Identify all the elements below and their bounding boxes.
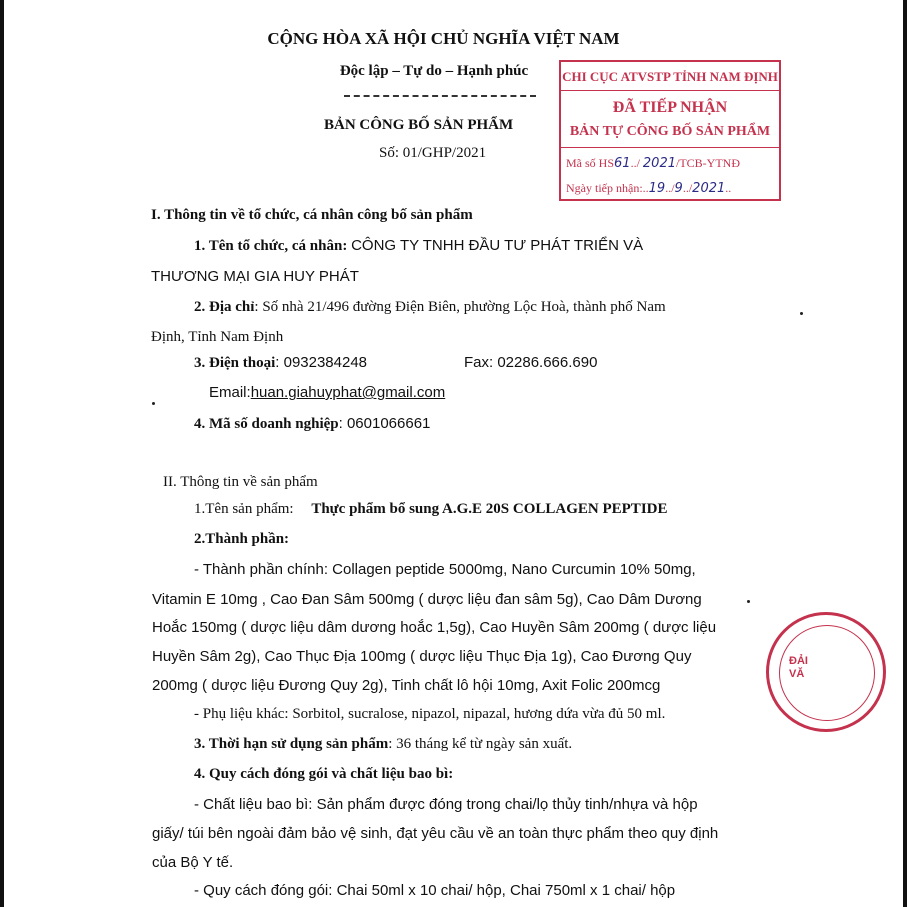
product-name-line bbox=[194, 502, 668, 517]
national-title: CỘNG HÒA XÃ HỘI CHỦ NGHĨA VIỆT NAM bbox=[267, 29, 620, 48]
tax-code-label: 4. Mã số doanh nghiệp bbox=[194, 416, 339, 432]
reception-stamp bbox=[559, 60, 781, 201]
phone-line bbox=[194, 355, 367, 371]
shelf-life-value: : 36 tháng kể từ ngày sản xuất. bbox=[388, 736, 573, 752]
stamp-code-suffix: /TCB-YTNĐ bbox=[676, 156, 740, 170]
header-divider bbox=[344, 95, 536, 97]
stamp-date-month: 9 bbox=[674, 181, 683, 196]
stamp-rule-top bbox=[561, 90, 779, 91]
stamp-code-number: 61 bbox=[614, 156, 631, 171]
org-name-value: CÔNG TY TNHH ĐẦU TƯ PHÁT TRIỂN VÀ bbox=[351, 237, 644, 254]
ingredients-main-line2: Vitamin E 10mg , Cao Đan Sâm 500mg ( dược liệu đan sâm 5g), Cao Dâm Dương bbox=[152, 591, 702, 608]
ingredients-main-line5: 200mg ( dược liệu Đương Quy 2g), Tinh chất lô hội 10mg, Axit Folic 200mcg bbox=[152, 677, 661, 694]
fax-value: Fax: 02286.666.690 bbox=[464, 354, 598, 371]
stamp-code: Mã số HS61../ 2021/TCB-YTNĐ bbox=[566, 156, 740, 171]
document-title: BẢN CÔNG BỐ SẢN PHẨM bbox=[324, 117, 514, 133]
packing-spec: - Quy cách đóng gói: Chai 50ml x 10 chai/ hộp, Chai 750ml x 1 chai/ hộp bbox=[194, 882, 676, 899]
stamp-date-label: Ngày tiếp nhận: bbox=[566, 181, 643, 195]
ingredients-main-line4: Huyền Sâm 2g), Cao Thục Địa 100mg ( dược liệu Thục Địa 1g), Cao Đương Quy bbox=[152, 648, 692, 665]
seal-text-line1: ĐẢI bbox=[789, 655, 808, 667]
speck bbox=[152, 402, 155, 405]
address-line2: Định, Tỉnh Nam Định bbox=[151, 329, 284, 345]
stamp-date-day: 19 bbox=[648, 181, 666, 196]
org-name-label: 1. Tên tổ chức, cá nhân: bbox=[194, 238, 348, 254]
motto: Độc lập – Tự do – Hạnh phúc bbox=[339, 63, 529, 79]
stamp-rule-bottom bbox=[561, 147, 779, 148]
stamp-code-year: 2021 bbox=[642, 156, 676, 171]
section2-heading: II. Thông tin về sản phẩm bbox=[163, 474, 318, 490]
stamp-subject: BẢN TỰ CÔNG BỐ SẢN PHẨM bbox=[569, 124, 771, 139]
company-seal bbox=[766, 612, 886, 732]
shelf-life-line bbox=[194, 737, 572, 752]
document-number: Số: 01/GHP/2021 bbox=[379, 145, 487, 161]
stamp-code-label: Mã số HS bbox=[566, 156, 615, 170]
seal-text bbox=[789, 655, 808, 681]
seal-text-line2: VĂ bbox=[789, 668, 805, 681]
ingredients-main-line1: - Thành phần chính: Collagen peptide 5000mg, Nano Curcumin 10% 50mg, bbox=[194, 561, 696, 578]
packaging-material-line1: - Chất liệu bao bì: Sản phẩm được đóng trong chai/lọ thủy tinh/nhựa và hộp bbox=[194, 796, 698, 813]
packaging-material-line2: giấy/ túi bên ngoài đảm bảo vệ sinh, đạt yêu cầu về an toàn thực phẩm theo quy định bbox=[152, 825, 719, 842]
stamp-received: ĐÃ TIẾP NHẬN bbox=[612, 99, 728, 116]
address-label: 2. Địa chỉ bbox=[194, 299, 255, 315]
tax-code-line bbox=[194, 416, 430, 432]
tax-code-value: : 0601066661 bbox=[338, 415, 431, 432]
email-label: Email: bbox=[209, 384, 251, 401]
stamp-agency: CHI CỤC ATVSTP TỈNH NAM ĐỊNH bbox=[562, 69, 778, 84]
product-name-value: Thực phẩm bổ sung A.G.E 20S COLLAGEN PEPTIDE bbox=[311, 501, 668, 517]
speck bbox=[747, 600, 750, 603]
other-ingredients: - Phụ liệu khác: Sorbitol, sucralose, nipazol, nipazal, hương dứa vừa đủ 50 ml. bbox=[194, 706, 666, 722]
section1-heading: I. Thông tin về tổ chức, cá nhân công bố sản phẩm bbox=[151, 207, 473, 223]
stamp-date-year: 2021 bbox=[692, 181, 726, 196]
ingredients-label: 2.Thành phần: bbox=[194, 531, 290, 547]
org-name-line2: THƯƠNG MẠI GIA HUY PHÁT bbox=[151, 268, 359, 285]
speck bbox=[800, 312, 803, 315]
email-line bbox=[209, 385, 445, 400]
ingredients-main-line3: Hoắc 150mg ( dược liệu dâm dương hoắc 1,5g), Cao Huyền Sâm 200mg ( dược liệu bbox=[152, 619, 717, 636]
packaging-heading: 4. Quy cách đóng gói và chất liệu bao bì: bbox=[194, 766, 454, 782]
stamp-date: Ngày tiếp nhận:..19../9../2021.. bbox=[566, 181, 732, 196]
org-name-line1 bbox=[194, 238, 643, 254]
address-value: : Số nhà 21/496 đường Điện Biên, phường Lộc Hoà, thành phố Nam bbox=[254, 299, 666, 315]
product-name-label: 1.Tên sản phẩm: bbox=[194, 501, 294, 517]
shelf-life-label: 3. Thời hạn sử dụng sản phẩm bbox=[194, 736, 389, 752]
email-link[interactable]: huan.giahuyphat@gmail.com bbox=[250, 384, 446, 401]
packaging-material-line3: của Bộ Y tế. bbox=[152, 854, 234, 871]
phone-value: : 0932384248 bbox=[275, 354, 368, 371]
phone-label: 3. Điện thoại bbox=[194, 355, 276, 371]
address-line1 bbox=[194, 300, 666, 315]
